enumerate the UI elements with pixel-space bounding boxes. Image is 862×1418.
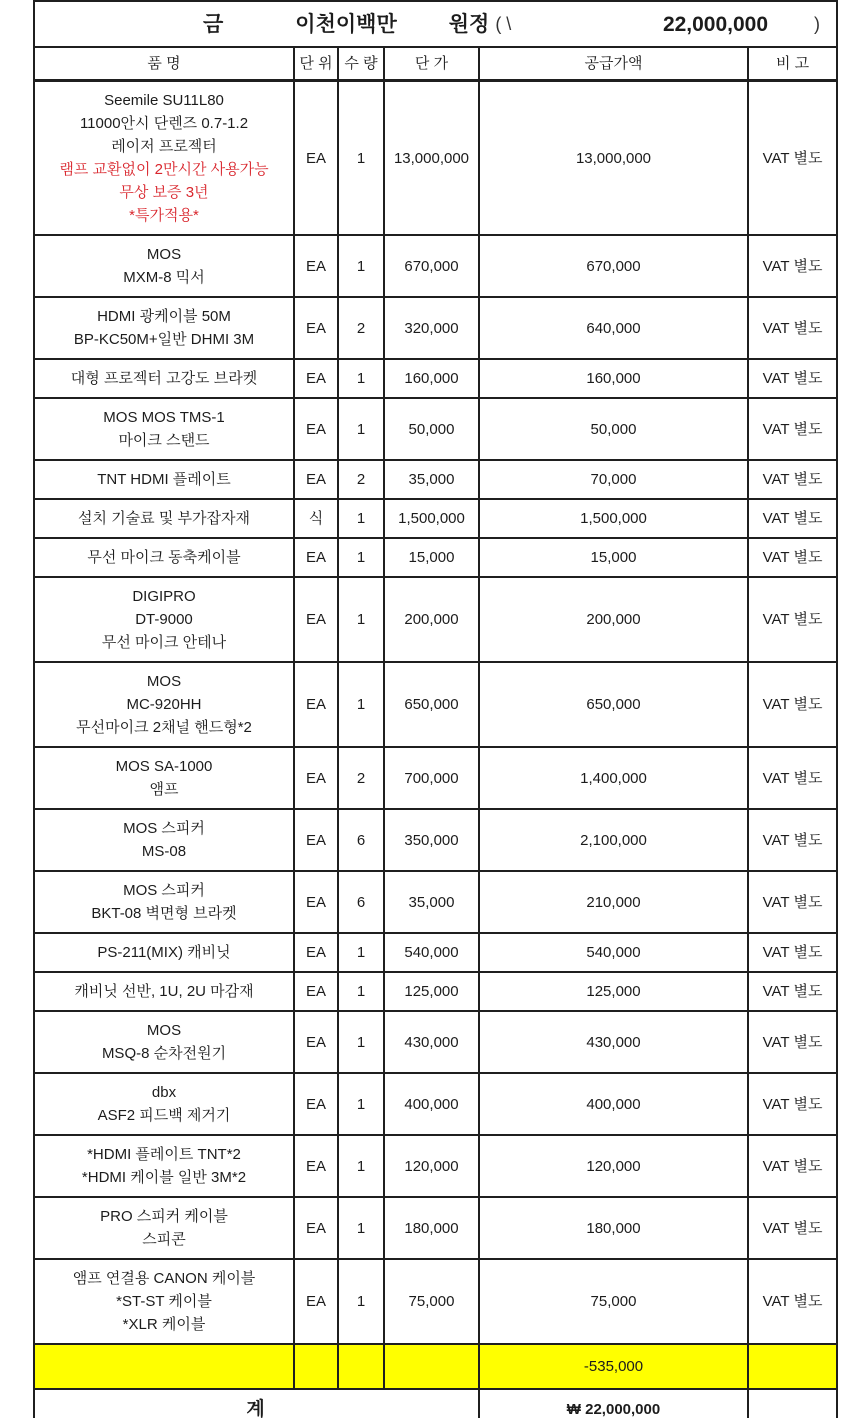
unit-cell: 식: [294, 499, 338, 538]
item-name-cell: [34, 1197, 294, 1259]
item-row: [34, 460, 837, 499]
item-name-line: HDMI 광케이블 50M: [97, 308, 231, 325]
qty-cell: 2: [338, 297, 384, 359]
item-name-line: MSQ-8 순차전원기: [101, 1045, 227, 1062]
total-row: [34, 1389, 837, 1418]
col-header-supply-amount: 공급가액: [479, 47, 748, 81]
item-name-line: MOS 스피커: [123, 820, 205, 837]
item-name-cell: [34, 972, 294, 1011]
item-name-line: 램프 교환없이 2만시간 사용가능: [59, 161, 269, 178]
item-name-line: MOS: [146, 673, 182, 690]
supply-amount-cell: 200,000: [479, 577, 748, 662]
qty-cell: 1: [338, 972, 384, 1011]
item-name-line: MS-08: [141, 843, 187, 860]
remark-cell: VAT 별도: [748, 871, 837, 933]
supply-amount-cell: 430,000: [479, 1011, 748, 1073]
supply-amount-cell: 13,000,000: [479, 81, 748, 236]
item-name-line: 대형 프로젝터 고강도 브라켓: [70, 370, 258, 387]
remark-cell: VAT 별도: [748, 747, 837, 809]
supply-amount-cell: 2,100,000: [479, 809, 748, 871]
remark-cell: VAT 별도: [748, 1197, 837, 1259]
unit-cell: EA: [294, 359, 338, 398]
amount-close-paren: ): [814, 13, 821, 34]
unit-cell: EA: [294, 460, 338, 499]
item-name-line: 무선 마이크 동축케이블: [87, 549, 241, 566]
qty-cell: 6: [338, 809, 384, 871]
unit-cell: EA: [294, 577, 338, 662]
unit-price-cell: 50,000: [384, 398, 479, 460]
qty-cell: 6: [338, 871, 384, 933]
remark-cell: VAT 별도: [748, 398, 837, 460]
supply-amount-cell: 125,000: [479, 972, 748, 1011]
discount-row: [34, 1344, 837, 1389]
unit-price-cell: 125,000: [384, 972, 479, 1011]
amount-korean-text: 이천이백만: [295, 12, 397, 36]
qty-cell: 1: [338, 398, 384, 460]
unit-price-cell: 670,000: [384, 235, 479, 297]
total-amount-line: [35, 13, 836, 36]
remark-cell: VAT 별도: [748, 1073, 837, 1135]
supply-amount-cell: 15,000: [479, 538, 748, 577]
remark-cell: VAT 별도: [748, 538, 837, 577]
column-header-row: [34, 47, 837, 81]
unit-cell: EA: [294, 933, 338, 972]
total-remark-cell: [748, 1389, 837, 1418]
unit-cell: EA: [294, 1135, 338, 1197]
unit-price-cell: 700,000: [384, 747, 479, 809]
unit-price-cell: 75,000: [384, 1259, 479, 1344]
item-name-cell: [34, 499, 294, 538]
remark-cell: VAT 별도: [748, 499, 837, 538]
discount-unit-cell: [294, 1344, 338, 1389]
supply-amount-cell: 160,000: [479, 359, 748, 398]
remark-cell: VAT 별도: [748, 1135, 837, 1197]
unit-price-cell: 15,000: [384, 538, 479, 577]
unit-cell: EA: [294, 809, 338, 871]
supply-amount-cell: 650,000: [479, 662, 748, 747]
item-name-cell: [34, 577, 294, 662]
unit-cell: EA: [294, 1011, 338, 1073]
unit-cell: EA: [294, 871, 338, 933]
amount-label: 금: [203, 12, 224, 36]
item-name-line: 레이저 프로젝터: [111, 138, 217, 155]
unit-cell: EA: [294, 747, 338, 809]
item-name-line: MOS: [146, 246, 182, 263]
unit-price-cell: 200,000: [384, 577, 479, 662]
item-name-line: MC-920HH: [126, 696, 202, 713]
item-row: [34, 297, 837, 359]
unit-price-cell: 400,000: [384, 1073, 479, 1135]
item-name-line: 마이크 스탠드: [118, 432, 210, 449]
item-row: [34, 662, 837, 747]
item-name-line: PRO 스피커 케이블: [100, 1208, 228, 1225]
remark-cell: VAT 별도: [748, 933, 837, 972]
item-name-line: *HDMI 플레이트 TNT*2: [87, 1146, 241, 1163]
discount-name-cell: [34, 1344, 294, 1389]
supply-amount-cell: 640,000: [479, 297, 748, 359]
item-name-cell: [34, 460, 294, 499]
col-header-remark: 비 고: [748, 47, 837, 81]
supply-amount-cell: 670,000: [479, 235, 748, 297]
unit-price-cell: 350,000: [384, 809, 479, 871]
item-name-cell: [34, 297, 294, 359]
item-name-cell: [34, 1011, 294, 1073]
col-header-unit: 단 위: [294, 47, 338, 81]
supply-amount-cell: 1,400,000: [479, 747, 748, 809]
item-row: [34, 499, 837, 538]
item-name-cell: [34, 933, 294, 972]
supply-amount-cell: 70,000: [479, 460, 748, 499]
supply-amount-cell: 75,000: [479, 1259, 748, 1344]
discount-remark-cell: [748, 1344, 837, 1389]
item-row: [34, 1135, 837, 1197]
unit-cell: EA: [294, 1259, 338, 1344]
item-row: [34, 1259, 837, 1344]
remark-cell: VAT 별도: [748, 1011, 837, 1073]
item-name-cell: [34, 81, 294, 236]
remark-cell: VAT 별도: [748, 235, 837, 297]
total-amount-cell-top: [34, 1, 837, 47]
unit-price-cell: 35,000: [384, 460, 479, 499]
total-label-cell: 계: [34, 1389, 479, 1418]
item-name-line: TNT HDMI 플레이트: [97, 471, 231, 488]
item-name-line: 앰프 연결용 CANON 케이블: [72, 1270, 256, 1287]
item-name-line: 무상 보증 3년: [119, 184, 209, 201]
unit-cell: EA: [294, 1073, 338, 1135]
total-amount-cell: ₩ 22,000,000: [479, 1389, 748, 1418]
col-header-unit-price: 단 가: [384, 47, 479, 81]
item-name-cell: [34, 1259, 294, 1344]
item-name-cell: [34, 235, 294, 297]
qty-cell: 1: [338, 577, 384, 662]
unit-price-cell: 180,000: [384, 1197, 479, 1259]
discount-qty-cell: [338, 1344, 384, 1389]
qty-cell: 1: [338, 1259, 384, 1344]
supply-amount-cell: 50,000: [479, 398, 748, 460]
remark-cell: VAT 별도: [748, 972, 837, 1011]
item-row: [34, 359, 837, 398]
item-row: [34, 1073, 837, 1135]
unit-price-cell: 650,000: [384, 662, 479, 747]
item-name-line: 스피콘: [142, 1231, 186, 1248]
item-name-line: MOS SA-1000: [115, 758, 213, 775]
item-name-line: MXM-8 믹서: [123, 269, 205, 286]
item-name-line: DT-9000: [135, 611, 193, 628]
item-name-line: BP-KC50M+일반 DHMI 3M: [73, 331, 255, 348]
item-name-line: MOS MOS TMS-1: [103, 409, 225, 426]
item-row: [34, 577, 837, 662]
item-row: [34, 538, 837, 577]
item-name-line: *특가적용*: [129, 207, 199, 224]
unit-cell: EA: [294, 81, 338, 236]
remark-cell: VAT 별도: [748, 1259, 837, 1344]
amount-open-paren: ( \: [495, 13, 512, 34]
item-name-cell: [34, 747, 294, 809]
unit-price-cell: 120,000: [384, 1135, 479, 1197]
remark-cell: VAT 별도: [748, 460, 837, 499]
total-amount-row: [34, 1, 837, 47]
item-name-cell: [34, 538, 294, 577]
item-name-line: 설치 기술료 및 부가잡자재: [78, 510, 250, 527]
item-name-line: *XLR 케이블: [122, 1316, 206, 1333]
unit-price-cell: 1,500,000: [384, 499, 479, 538]
item-name-line: PS-211(MIX) 캐비닛: [97, 944, 231, 961]
item-row: [34, 1197, 837, 1259]
qty-cell: 1: [338, 933, 384, 972]
item-row: [34, 81, 837, 236]
remark-cell: VAT 별도: [748, 809, 837, 871]
item-row: [34, 933, 837, 972]
amount-number: 22,000,000: [662, 12, 769, 36]
supply-amount-cell: 210,000: [479, 871, 748, 933]
qty-cell: 1: [338, 359, 384, 398]
item-name-line: Seemile SU11L80: [104, 92, 224, 109]
items-body: [34, 81, 837, 1345]
unit-price-cell: 13,000,000: [384, 81, 479, 236]
item-name-line: dbx: [151, 1084, 177, 1101]
supply-amount-cell: 540,000: [479, 933, 748, 972]
unit-price-cell: 160,000: [384, 359, 479, 398]
item-row: [34, 398, 837, 460]
item-name-cell: [34, 809, 294, 871]
item-name-cell: [34, 1073, 294, 1135]
qty-cell: 1: [338, 81, 384, 236]
unit-price-cell: 320,000: [384, 297, 479, 359]
supply-amount-cell: 180,000: [479, 1197, 748, 1259]
supply-amount-cell: 1,500,000: [479, 499, 748, 538]
remark-cell: VAT 별도: [748, 662, 837, 747]
unit-price-cell: 540,000: [384, 933, 479, 972]
quotation-table: [33, 0, 838, 1418]
remark-cell: VAT 별도: [748, 359, 837, 398]
item-name-cell: [34, 662, 294, 747]
item-row: [34, 235, 837, 297]
amount-suffix: 원정: [448, 12, 490, 36]
qty-cell: 1: [338, 1197, 384, 1259]
discount-amount-cell: -535,000: [479, 1344, 748, 1389]
item-row: [34, 972, 837, 1011]
item-name-line: 캐비닛 선반, 1U, 2U 마감재: [74, 983, 254, 1000]
unit-cell: EA: [294, 235, 338, 297]
remark-cell: VAT 별도: [748, 297, 837, 359]
item-name-line: BKT-08 벽면형 브라켓: [91, 905, 237, 922]
item-row: [34, 747, 837, 809]
item-name-line: 앰프: [149, 781, 179, 798]
qty-cell: 1: [338, 1073, 384, 1135]
qty-cell: 1: [338, 499, 384, 538]
item-row: [34, 871, 837, 933]
qty-cell: 1: [338, 235, 384, 297]
item-name-line: ASF2 피드백 제거기: [97, 1107, 231, 1124]
item-name-cell: [34, 1135, 294, 1197]
qty-cell: 1: [338, 662, 384, 747]
col-header-qty: 수 량: [338, 47, 384, 81]
item-name-line: MOS: [146, 1022, 182, 1039]
unit-cell: EA: [294, 972, 338, 1011]
item-name-cell: [34, 871, 294, 933]
supply-amount-cell: 400,000: [479, 1073, 748, 1135]
qty-cell: 1: [338, 538, 384, 577]
item-name-cell: [34, 359, 294, 398]
remark-cell: VAT 별도: [748, 81, 837, 236]
unit-cell: EA: [294, 1197, 338, 1259]
unit-price-cell: 430,000: [384, 1011, 479, 1073]
unit-cell: EA: [294, 297, 338, 359]
qty-cell: 1: [338, 1135, 384, 1197]
qty-cell: 1: [338, 1011, 384, 1073]
item-name-line: 11000안시 단렌즈 0.7-1.2: [79, 115, 249, 132]
item-name-line: MOS 스피커: [123, 882, 205, 899]
col-header-item-name: 품 명: [34, 47, 294, 81]
unit-cell: EA: [294, 662, 338, 747]
item-row: [34, 809, 837, 871]
item-name-line: *HDMI 케이블 일반 3M*2: [81, 1169, 247, 1186]
item-name-line: *ST-ST 케이블: [116, 1293, 212, 1310]
item-row: [34, 1011, 837, 1073]
item-name-cell: [34, 398, 294, 460]
unit-price-cell: 35,000: [384, 871, 479, 933]
item-name-line: 무선마이크 2채널 핸드형*2: [76, 719, 252, 736]
discount-unit-price-cell: [384, 1344, 479, 1389]
remark-cell: VAT 별도: [748, 577, 837, 662]
item-name-line: 무선 마이크 안테나: [101, 634, 227, 651]
qty-cell: 2: [338, 460, 384, 499]
unit-cell: EA: [294, 538, 338, 577]
unit-cell: EA: [294, 398, 338, 460]
item-name-line: DIGIPRO: [132, 588, 196, 605]
qty-cell: 2: [338, 747, 384, 809]
supply-amount-cell: 120,000: [479, 1135, 748, 1197]
